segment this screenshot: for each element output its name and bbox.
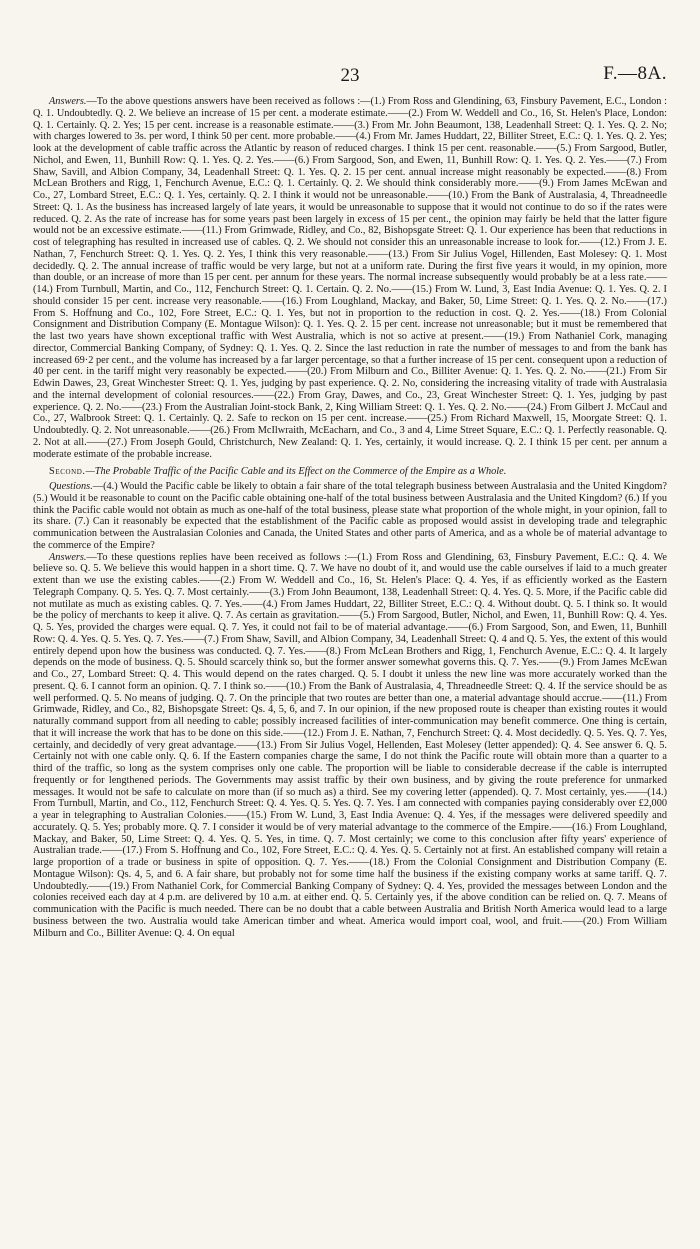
page-number: 23 [340,65,360,86]
questions-paragraph [33,481,667,552]
page-body [33,96,667,939]
answers-paragraph-1 [33,96,667,460]
section-title: —The Probable Traffic of the Pacific Cable and its Effect on the Commerce of the Empire as a Whole. [85,466,507,478]
page-reference: F.—8A. [603,63,667,84]
section-heading [33,466,667,478]
questions-lead: Questions. [49,481,93,492]
section-number: Second. [49,466,86,478]
answers-text-1: —To the above questions answers have been received as follows :—(1.) From Ross and Glendining, 63, Finsbury Pavement, E.C., London : Q. 1. Undoubtedly. Q. 2. We believe an increase of 15 per cent. a moderate estimate.——(2.) From W. Weddell and Co., 16, St. Helen's Place, London: Q. 1. Certainly. Q. 2. Yes; 15 per cent. increase is a reasonable estimate.——(3.) From Mr. John Beaumont, 138, Leadenhall Street: Q. 1. Yes. Q. 2. No; with charges lowered to 3s. per word, I think 50 per cent. more probable.——(4.) From Mr. James Huddart, 22, Billiter Street, E.C.: Q. 1. Yes. Q. 2. Yes; look at the development of cable traffic across the Atlantic by reason of reduced charges. I think 15 per cent. reasonable.——(5.) From Sargood, Butler, Nichol, and Ewen, 11, Bunhill Row: Q. 1. Yes. Q. 2. Yes.——(6.) From Sargood, Son, and Ewen, 11, Bunhill Row: Q. 1. Yes. Q. 2. Yes.——(7.) From Shaw, Savill, and Albion Company, 34, Leadenhall Street: Q. 1. Yes. Q. 2. 15 per cent. annual increase might reasonably be expected.——(8.) From McLean Brothers and Rigg, 1, Fenchurch Avenue, E.C.: Q. 1. Certainly. Q. 2. We should think considerably more.——(9.) From James McEwan and Co., 27, Lombard Street, E.C.: Q. 1. Yes, certainly. Q. 2. I think it would not be unreasonable.——(10.) From the Bank of Australasia, 4, Threadneedle Street: Q. 1. As the business has increased largely of late years, it would be unreasonable to suppose that it would not continue to do so if the rates were reduced. Q. 2. As the rate of increase has for some years past been largely in excess of 15 per cent., the opinion may fairly be held that the latter figure would not be an excessive estimate.——(11.) From Grimwade, Ridley, and Co., 82, Bishopsgate Street: Q. 1. Our experience has been that reductions in cost of telegraphing has resulted in increased use of cables. Q. 2. We should not consider this an unreasonable increase to look for.——(12.) From J. E. Nathan, 7, Fenchurch Street: Q. 1. Yes. Q. 2. Yes, I think this very reasonable.——(13.) From Sir Julius Vogel, Hillenden, East Molesey: Q. 1. Most decidedly. Q. 2. The annual increase of traffic would be very large, but not at a uniform rate. During the first five years it would, in my opinion, more than double, or an increase of more than 15 per cent. per annum for these years. The normal increase subsequently would probably be at a less rate.——(14.) From Turnbull, Martin, and Co., 112, Fenchurch Street: Q. 1. Certain. Q. 2. No.——(15.) From W. Lund, 3, East India Avenue: Q. 1. Yes. Q. 2. I should consider 15 per cent. increase very reasonable.——(16.) From Loughland, Mackay, and Baker, 50, Lime Street: Q. 1. Yes. Q. 2. No.——(17.) From S. Hoffnung and Co., 102, Fore Street, E.C.: Q. 1. Yes, but not in proportion to the reduction in cost. Q. 2. Yes.——(18.) From Colonial Consignment and Distribution Company (E. Montague Wilson): Q. 1. Yes. Q. 2. 15 per cent. increase not unreasonable; but it must be remembered that the last two years have shown exceptional traffic with West Australia, which is not so active at present.——(19.) From Nathaniel Cork, managing director, Commercial Banking Company, of Sydney: Q. 1. Yes. Q. 2. Since the last reduction in rate the number of messages to and from the bank has increased 69·2 per cent., and the volume has increased by a far larger percentage, so that a further increase of 15 per cent. consequent upon a reduction of 40 per cent. in the tariff might very reasonably be expected.——(20.) From Milburn and Co., Billiter Avenue: Q. 1. Yes. Q. 2. No.——(21.) From Sir Edwin Dawes, 23, Great Winchester Street: Q. 1. Yes, judging by past experience. Q. 2. No, considering the increasing vitality of trade with Australasia and the internal development of colonial resources.——(22.) From Gray, Dawes, and Co., 23, Great Winchester Street: Q. 1. Yes, judging by past experience. Q. 2. No.——(23.) From the Australian Joint-stock Bank, 2, King William Street: Q. 1. Yes. Q. 2. No.——(24.) From Gilbert J. McCaul and Co., 27, Walbrook Street: Q. 1. Certainly. Q. 2. Safe to reckon on 15 per cent. increase.——(25.) From Richard Maxwell, 15, Moorgate Street: Q. 1. Undoubtedly. Q. 2. Not unreasonable.——(26.) From McIlwraith, McEacharn, and Co., 3 and 4, Lime Street Square, E.C.: Q. 1. Perfectly reasonable. Q. 2. Not at all.——(27.) From Joseph Gould, Christchurch, New Zealand: Q. 1. Yes, certainly, it would increase. Q. 2. I think 15 per cent. per annum a moderate estimate of the probable increase. [33,96,667,460]
questions-text: —(4.) Would the Pacific cable be likely to obtain a fair share of the total telegraph business between Australasia and the United Kingdom? (5.) Would it be reasonable to count on the Pacific cable obtaining one-half of the total business between Australasia and the United Kingdom? (6.) If you think the Pacific cable would not obtain as much as one-half of the total business, please state what proportion of the whole might, in your opinion, fall to its share. (7.) Can it reasonably be expected that the establishment of the Pacific cable as proposed would assist in developing trade and telegraphic communication between the Australasian Colonies and Canada, the United States and other parts of America, and as a whole be of material advantage to the commerce of the Empire? [33,481,667,551]
answers-paragraph-2 [33,552,667,940]
answers-text-2: —To these questions replies have been received as follows :—(1.) From Ross and Glendining, 63, Finsbury Pavement, E.C.: Q. 4. We believe so. Q. 5. We believe this would happen in a short time. Q. 7. We have no doubt of it, and would use the cable ourselves if laid to a much greater extent than we use the existing cables.——(2.) From W. Weddell and Co., 16, St. Helen's Place: Q. 4. Yes, if as efficiently worked as the Eastern Telegraph Company. Q. 5. Yes. Q. 7. Most certainly.——(3.) From John Beaumont, 138, Leadenhall Street: Q. 4. Yes. Q. 5. More, if the Pacific cable did not mutilate as much as existing cables. Q. 7. Yes.——(4.) From James Huddart, 22, Billiter Street, E.C.: Q. 4. Without doubt. Q. 5. I think so. It would be the policy of merchants to keep it alive. Q. 7. As certain as gravitation.——(5.) From Sargood, Butler, Nichol, and Ewen, 11, Bunhill Row: Q. 4. Yes. Q. 5. Yes, provided the charges were equal. Q. 7. Yes, it could not fail to be of material advantage.——(6.) From Sargood, Son, and Ewen, 11, Bunhill Row: Q. 4. Yes. Q. 5. Yes. Q. 7. Yes.——(7.) From Shaw, Savill, and Albion Company, 34, Leadenhall Street: Q. 4 and Q. 5. Yes, the extent of this would entirely depend upon how the business was conducted. Q. 7. Yes.——(8.) From McLean Brothers and Rigg, 1, Fenchurch Avenue, E.C.: Q. 4. It largely depends on the mode of business. Q. 5. Should scarcely think so, but the former answer somewhat governs this. Q. 7. Yes.——(9.) From James McEwan and Co., 27, Lombard Street: Q. 4. This would depend on the rates charged. Q. 5. I doubt it unless the new line was more accurately worked than the present. Q. 6. I cannot form an opinion. Q. 7. I think so.——(10.) From the Bank of Australasia, 4, Threadneedle Street: Q. 4. If the service should be as well performed. Q. 5. No means of judging. Q. 7. On the principle that two routes are better than one, a material advantage should accrue.——(11.) From Grimwade, Ridley, and Co., 82, Bishopsgate Street: Qs. 4, 5, 6, and 7. In our opinion, if the new proposed route is cheaper than existing routes it would naturally command support from all needing to cable; possibly increased facilities of inter-communication may benefit commerce. One thing is certain, that it will increase the work that has to be done on this side.——(12.) From J. E. Nathan, 7, Fenchurch Street: Q. 4. Most decidedly. Q. 5. Yes. Q. 7. Yes, certainly, and decidedly of very great advantage.——(13.) From Sir Julius Vogel, Hellenden, East Molesey (letter appended): Q. 4. See answer 6. Q. 5. Certainly not with one cable only. Q. 6. If the Eastern companies charge the same, I do not think the Pacific route will obtain more than a quarter to a third of the traffic, so long as the system comprises only one cable. The proportion will be liable to considerable decrease if the cable is interrupted frequently or for lengthened periods. The Governments may assist traffic by their own business, and by giving the route preference for unmarked messages. It would not be safe to calculate on more than (if so much as) a third. See my covering letter (appended). Q. 7. Most certainly, yes.——(14.) From Turnbull, Martin, and Co., 112, Fenchurch Street: Q. 4. Yes. Q. 5. Yes. Q. 7. Yes. I am connected with companies paying considerably over £2,000 a year in telegraphing to Australian Colonies.——(15.) From W. Lund, 3, East India Avenue: Q. 4. Yes, if the messages were delivered speedily and accurately. Q. 5. Yes; probably more. Q. 7. I consider it would be of very material advantage to the commerce of the Empire.——(16.) From Loughland, Mackay, and Baker, 50, Lime Street: Q. 4. Yes. Q. 5. Yes, in time. Q. 7. Most certainly; we come to this conclusion after fifty years' experience of Australian trade.——(17.) From S. Hoffnung and Co., 102, Fore Street, E.C.: Q. 4. Yes. Q. 5. Certainly not at first. An established company will retain a large proportion of a trade or business in spite of opposition. Q. 7. Yes.——(18.) From the Colonial Consignment and Distribution Company (E. Montague Wilson): Qs. 4, 5, and 6. A fair share, but probably not for some time half the business if the existing company works at same tariff. Q. 7. Undoubtedly.——(19.) From Nathaniel Cork, for Commercial Banking Company of Sydney: Q. 4. Yes, provided the messages between London and the colonies received each day at 4 p.m. are delivered by 10 a.m. at either end. Q. 5. Certainly yes, if the above condition can be relied on. Q. 7. Means of communication with the Pacific is much needed. There can be no doubt that a cable between Australia and British North America would lead to a large business between the two. Australia would take American timber and wheat. America would import coal, wool, and fruit.——(20.) From William Milburn and Co., Billiter Avenue: Q. 4. On equal [33,551,667,939]
answers-lead-2: Answers. [49,551,87,563]
answers-lead-1: Answers. [49,96,87,107]
